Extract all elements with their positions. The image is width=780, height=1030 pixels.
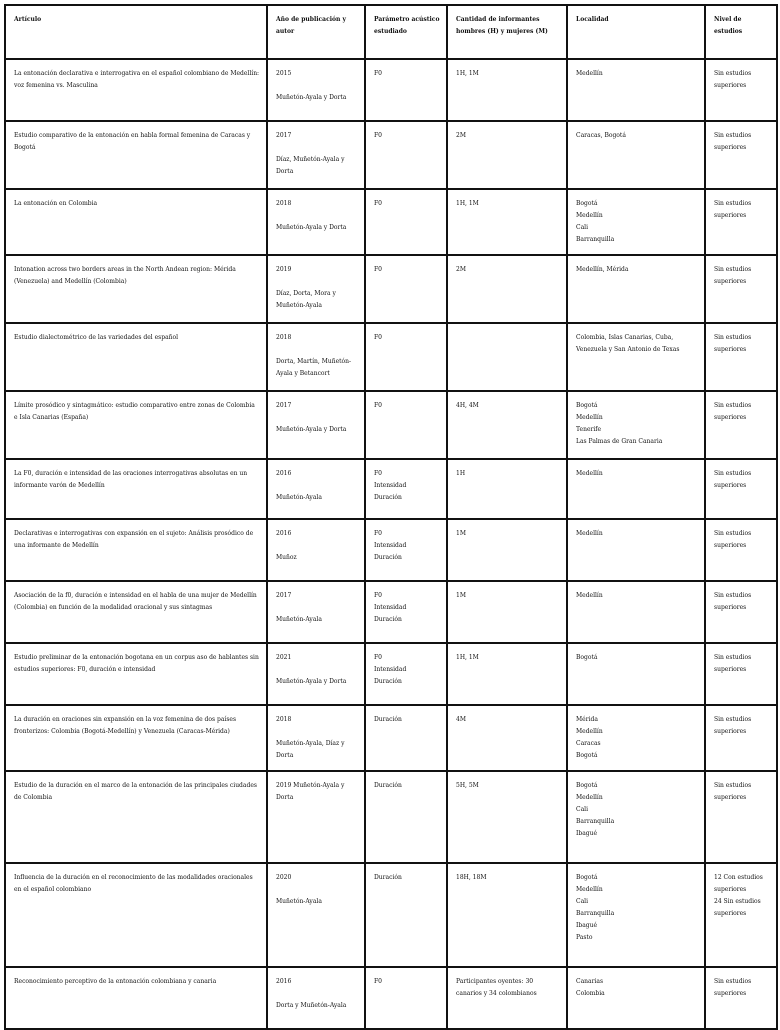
- locality: Colombia, Islas Canarias, Cuba, Venezuela y San Antonio de Texas: [576, 334, 680, 353]
- acoustic-parameter: Intensidad: [374, 482, 407, 489]
- acoustic-parameter: F0: [374, 402, 382, 409]
- article-title: La entonación declarativa e interrogativa en el español colombiano de Medellín: voz femenina vs. Masculina: [14, 70, 261, 89]
- cell-parametro: [365, 967, 447, 1029]
- informants-count: 1H, 1M: [456, 200, 479, 207]
- table-row: [5, 189, 777, 255]
- table-row: [5, 967, 777, 1029]
- header-parametro: Parámetro acústico estudiado: [365, 5, 447, 59]
- authors: Dorta y Muñetón-Ayala: [276, 1002, 347, 1009]
- spacer: [276, 142, 358, 154]
- informants-count: 1H, 1M: [456, 654, 479, 661]
- cell-articulo: [5, 121, 267, 189]
- cell-informantes: [447, 519, 567, 581]
- article-title: Intonation across two borders areas in the North Andean region: Mérida (Venezuela) and Medellín (Colombia): [14, 266, 238, 285]
- cell-parametro: [365, 643, 447, 705]
- locality: Bogotá: [576, 752, 598, 759]
- authors: Muñetón-Ayala, Díaz y Dorta: [276, 740, 347, 759]
- cell-articulo: [5, 967, 267, 1029]
- cell-anio-autor: [267, 255, 365, 323]
- publication-year: 2016: [276, 530, 292, 537]
- article-title: La F0, duración e intensidad de las oraciones interrogativas absolutas en un informante varón de Medellín: [14, 470, 250, 489]
- cell-articulo: [5, 255, 267, 323]
- cell-anio-autor: [267, 643, 365, 705]
- informants-count: 4H, 4M: [456, 402, 479, 409]
- cell-anio-autor: [267, 189, 365, 255]
- acoustic-parameter: F0: [374, 200, 382, 207]
- cell-parametro: [365, 705, 447, 771]
- acoustic-parameter: Duración: [374, 874, 402, 881]
- informants-count: 4M: [456, 716, 466, 723]
- cell-localidad: [567, 771, 705, 863]
- acoustic-parameter: Duración: [374, 716, 402, 723]
- locality: Ibagué: [576, 830, 598, 837]
- table-row: [5, 643, 777, 705]
- acoustic-parameter: Duración: [374, 678, 402, 685]
- informants-count: 5H, 5M: [456, 782, 479, 789]
- cell-anio-autor: [267, 581, 365, 643]
- spacer: [276, 80, 358, 92]
- cell-articulo: [5, 459, 267, 519]
- education-level: 12 Con estudios superiores: [714, 874, 765, 893]
- cell-articulo: [5, 581, 267, 643]
- table-row: [5, 863, 777, 967]
- cell-nivel: [705, 459, 777, 519]
- education-level: Sin estudios superiores: [714, 782, 754, 801]
- cell-localidad: [567, 59, 705, 121]
- cell-parametro: [365, 459, 447, 519]
- cell-localidad: [567, 581, 705, 643]
- cell-anio-autor: [267, 705, 365, 771]
- authors: Muñetón-Ayala: [276, 494, 322, 501]
- cell-nivel: [705, 121, 777, 189]
- cell-informantes: [447, 771, 567, 863]
- cell-parametro: [365, 189, 447, 255]
- cell-anio-autor: [267, 121, 365, 189]
- publication-year: 2015: [276, 70, 292, 77]
- spacer: [276, 412, 358, 424]
- header-informantes: Cantidad de informantes hombres (H) y mujeres (M): [447, 5, 567, 59]
- cell-nivel: [705, 771, 777, 863]
- education-level: Sin estudios superiores: [714, 978, 754, 997]
- locality: Colombia: [576, 990, 605, 997]
- authors: Muñetón-Ayala: [276, 616, 322, 623]
- cell-localidad: [567, 459, 705, 519]
- authors: Díaz, Muñetón-Ayala y Dorta: [276, 156, 347, 175]
- cell-informantes: [447, 255, 567, 323]
- education-level: Sin estudios superiores: [714, 530, 754, 549]
- locality: Medellín: [576, 728, 603, 735]
- cell-anio-autor: [267, 519, 365, 581]
- acoustic-parameter: F0: [374, 70, 382, 77]
- cell-nivel: [705, 581, 777, 643]
- cell-articulo: [5, 643, 267, 705]
- cell-parametro: [365, 323, 447, 391]
- cell-articulo: [5, 519, 267, 581]
- publication-year: 2017: [276, 592, 292, 599]
- informants-count: 1H, 1M: [456, 70, 479, 77]
- locality: Barranquilla: [576, 910, 615, 917]
- header-localidad: Localidad: [567, 5, 705, 59]
- locality: Medellín, Mérida: [576, 266, 629, 273]
- informants-count: 2M: [456, 266, 466, 273]
- locality: Medellín: [576, 212, 603, 219]
- cell-nivel: [705, 519, 777, 581]
- cell-nivel: [705, 863, 777, 967]
- cell-nivel: [705, 705, 777, 771]
- education-level: Sin estudios superiores: [714, 470, 754, 489]
- cell-articulo: [5, 323, 267, 391]
- locality: Medellín: [576, 794, 603, 801]
- cell-informantes: [447, 863, 567, 967]
- publication-year: 2018: [276, 716, 292, 723]
- acoustic-parameter: F0: [374, 654, 382, 661]
- spacer: [276, 210, 358, 222]
- cell-parametro: [365, 121, 447, 189]
- cell-nivel: [705, 189, 777, 255]
- spacer: [276, 540, 358, 552]
- cell-informantes: [447, 121, 567, 189]
- cell-localidad: [567, 121, 705, 189]
- acoustic-parameter: F0: [374, 470, 382, 477]
- publication-year: 2018: [276, 200, 292, 207]
- cell-localidad: [567, 255, 705, 323]
- header-articulo: Artículo: [5, 5, 267, 59]
- locality: Bogotá: [576, 200, 598, 207]
- locality: Bogotá: [576, 874, 598, 881]
- cell-informantes: [447, 581, 567, 643]
- cell-articulo: [5, 705, 267, 771]
- locality: Cali: [576, 806, 589, 813]
- publication-year: 2020: [276, 874, 292, 881]
- table-row: [5, 519, 777, 581]
- publication-year: 2021: [276, 654, 292, 661]
- authors: Muñetón-Ayala y Dorta: [276, 426, 347, 433]
- article-title: Estudio preliminar de la entonación bogotana en un corpus aso de hablantes sin estudios superiores: F0, duración e intensidad: [14, 654, 261, 673]
- table-row: [5, 391, 777, 459]
- acoustic-parameter: Intensidad: [374, 604, 407, 611]
- acoustic-parameter: F0: [374, 132, 382, 139]
- education-level: Sin estudios superiores: [714, 402, 754, 421]
- article-title: La duración en oraciones sin expansión en la voz femenina de dos países fronterizos: Colombia (Bogotá-Medellín) y Venezuela (Caracas-Mérida): [14, 716, 238, 735]
- publication-year: 2016: [276, 470, 292, 477]
- acoustic-parameter: F0: [374, 530, 382, 537]
- cell-localidad: [567, 323, 705, 391]
- article-title: Estudio comparativo de la entonación en habla formal femenina de Caracas y Bogotá: [14, 132, 253, 151]
- locality: Bogotá: [576, 402, 598, 409]
- authors: Muñetón-Ayala y Dorta: [276, 94, 347, 101]
- table-row: [5, 705, 777, 771]
- article-title: Declarativas e interrogativas con expansión en el sujeto: Análisis prosódico de una informante de Medellín: [14, 530, 256, 549]
- education-level: Sin estudios superiores: [714, 200, 754, 219]
- cell-nivel: [705, 255, 777, 323]
- locality: Tenerife: [576, 426, 602, 433]
- publication-year: 2016: [276, 978, 292, 985]
- header-anio-autor: Año de publicación y autor: [267, 5, 365, 59]
- cell-informantes: [447, 323, 567, 391]
- cell-anio-autor: [267, 59, 365, 121]
- locality: Barranquilla: [576, 818, 615, 825]
- cell-localidad: [567, 705, 705, 771]
- spacer: [276, 884, 358, 896]
- cell-parametro: [365, 519, 447, 581]
- cell-localidad: [567, 519, 705, 581]
- locality: Mérida: [576, 716, 598, 723]
- year-and-authors: 2019 Muñetón-Ayala y Dorta: [276, 782, 347, 801]
- cell-anio-autor: [267, 459, 365, 519]
- locality: Las Palmas de Gran Canaria: [576, 438, 663, 445]
- cell-articulo: [5, 59, 267, 121]
- education-level: Sin estudios superiores: [714, 132, 754, 151]
- spacer: [276, 726, 358, 738]
- education-level: Sin estudios superiores: [714, 654, 754, 673]
- article-title: Reconocimiento perceptivo de la entonación colombiana y canaria: [14, 978, 217, 985]
- cell-informantes: [447, 189, 567, 255]
- education-level: Sin estudios superiores: [714, 266, 754, 285]
- locality: Medellín: [576, 592, 603, 599]
- authors: Muñoz: [276, 554, 297, 561]
- article-title: Límite prosódico y sintagmático: estudio comparativo entre zonas de Colombia e Isla Canarias (España): [14, 402, 257, 421]
- cell-nivel: [705, 643, 777, 705]
- cell-articulo: [5, 391, 267, 459]
- cell-anio-autor: [267, 771, 365, 863]
- locality: Canarias: [576, 978, 604, 985]
- table-row: [5, 581, 777, 643]
- spacer: [276, 664, 358, 676]
- cell-nivel: [705, 59, 777, 121]
- cell-localidad: [567, 967, 705, 1029]
- cell-anio-autor: [267, 323, 365, 391]
- article-title: Estudio dialectométrico de las variedades del español: [14, 334, 179, 341]
- cell-parametro: [365, 391, 447, 459]
- acoustic-parameter: F0: [374, 592, 382, 599]
- cell-nivel: [705, 391, 777, 459]
- cell-anio-autor: [267, 967, 365, 1029]
- acoustic-parameter: Duración: [374, 616, 402, 623]
- education-level: Sin estudios superiores: [714, 70, 754, 89]
- table-row: [5, 255, 777, 323]
- cell-localidad: [567, 863, 705, 967]
- publication-year: 2017: [276, 132, 292, 139]
- authors: Díaz, Dorta, Mora y Muñetón-Ayala: [276, 290, 338, 309]
- cell-localidad: [567, 643, 705, 705]
- publication-year: 2017: [276, 402, 292, 409]
- authors: Muñetón-Ayala y Dorta: [276, 224, 347, 231]
- studies-table: [4, 4, 778, 1030]
- cell-nivel: [705, 967, 777, 1029]
- spacer: [276, 344, 358, 356]
- table-row: [5, 121, 777, 189]
- locality: Caracas: [576, 740, 601, 747]
- table-row: [5, 59, 777, 121]
- cell-articulo: [5, 771, 267, 863]
- informants-count: 1M: [456, 592, 466, 599]
- locality: Medellín: [576, 470, 603, 477]
- locality: Bogotá: [576, 782, 598, 789]
- locality: Medellín: [576, 886, 603, 893]
- cell-informantes: [447, 59, 567, 121]
- locality: Medellín: [576, 414, 603, 421]
- education-level: Sin estudios superiores: [714, 334, 754, 353]
- acoustic-parameter: Duración: [374, 782, 402, 789]
- cell-parametro: [365, 581, 447, 643]
- cell-nivel: [705, 323, 777, 391]
- informants-count: 18H, 18M: [456, 874, 487, 881]
- acoustic-parameter: F0: [374, 978, 382, 985]
- header-nivel: Nivel de estudios: [705, 5, 777, 59]
- locality: Caracas, Bogotá: [576, 132, 626, 139]
- cell-anio-autor: [267, 863, 365, 967]
- article-title: La entonación en Colombia: [14, 200, 98, 207]
- education-level: Sin estudios superiores: [714, 716, 754, 735]
- cell-parametro: [365, 59, 447, 121]
- education-level: 24 Sin estudios superiores: [714, 898, 763, 917]
- cell-anio-autor: [267, 391, 365, 459]
- cell-localidad: [567, 189, 705, 255]
- cell-informantes: [447, 459, 567, 519]
- cell-informantes: [447, 643, 567, 705]
- locality: Bogotá: [576, 654, 598, 661]
- locality: Cali: [576, 898, 589, 905]
- cell-parametro: [365, 863, 447, 967]
- publication-year: 2018: [276, 334, 292, 341]
- authors: Muñetón-Ayala y Dorta: [276, 678, 347, 685]
- acoustic-parameter: F0: [374, 266, 382, 273]
- acoustic-parameter: Duración: [374, 554, 402, 561]
- informants-count: 2M: [456, 132, 466, 139]
- spacer: [276, 276, 358, 288]
- cell-informantes: [447, 391, 567, 459]
- acoustic-parameter: Intensidad: [374, 542, 407, 549]
- informants-count: 1M: [456, 530, 466, 537]
- locality: Medellín: [576, 530, 603, 537]
- cell-parametro: [365, 771, 447, 863]
- cell-articulo: [5, 189, 267, 255]
- article-title: Estudio de la duración en el marco de la entonación de las principales ciudades de Colombia: [14, 782, 259, 801]
- locality: Cali: [576, 224, 589, 231]
- cell-informantes: [447, 705, 567, 771]
- spacer: [276, 480, 358, 492]
- cell-parametro: [365, 255, 447, 323]
- article-title: Influencia de la duración en el reconocimiento de las modalidades oracionales en el español colombiano: [14, 874, 255, 893]
- article-title: Asociación de la f0, duración e intensidad en el habla de una mujer de Medellín (Colombia) en función de la modalidad oracional y sus sintagmas: [14, 592, 259, 611]
- education-level: Sin estudios superiores: [714, 592, 754, 611]
- acoustic-parameter: Intensidad: [374, 666, 407, 673]
- authors: Dorta, Martín, Muñetón-Ayala y Betancort: [276, 358, 352, 377]
- locality: Medellín: [576, 70, 603, 77]
- authors: Muñetón-Ayala: [276, 898, 322, 905]
- spacer: [276, 602, 358, 614]
- cell-localidad: [567, 391, 705, 459]
- spacer: [276, 988, 358, 1000]
- table-row: [5, 771, 777, 863]
- acoustic-parameter: Duración: [374, 494, 402, 501]
- header-row: [5, 5, 777, 59]
- informants-count: 1H: [456, 470, 466, 477]
- table-row: [5, 323, 777, 391]
- cell-articulo: [5, 863, 267, 967]
- informants-count: Participantes oyentes: 30 canarios y 34 colombianos: [456, 978, 537, 997]
- cell-informantes: [447, 967, 567, 1029]
- locality: Pasto: [576, 934, 593, 941]
- table-row: [5, 459, 777, 519]
- locality: Ibagué: [576, 922, 598, 929]
- acoustic-parameter: F0: [374, 334, 382, 341]
- locality: Barranquilla: [576, 236, 615, 243]
- publication-year: 2019: [276, 266, 292, 273]
